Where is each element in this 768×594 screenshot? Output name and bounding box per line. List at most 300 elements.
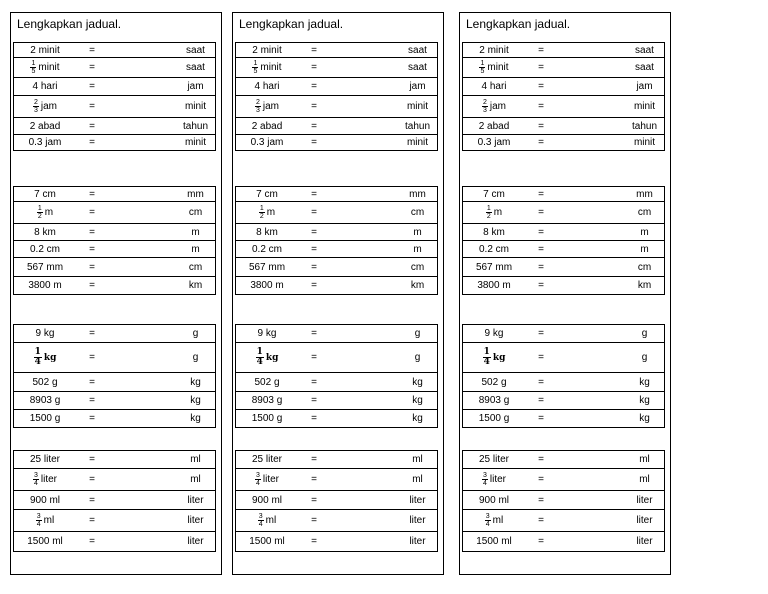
equals-symbol: =: [538, 243, 544, 255]
table-row: [236, 325, 438, 343]
given-quantity: 7 cm: [14, 187, 77, 202]
table-row: [14, 325, 216, 343]
conversion-table: [235, 186, 438, 295]
equals-symbol: =: [538, 454, 544, 465]
equals-sign: [76, 491, 108, 510]
target-unit: liter: [108, 491, 216, 510]
target-unit: cm: [330, 258, 438, 277]
equals-sign: [298, 469, 330, 491]
table-row: [236, 224, 438, 241]
table-row: [463, 258, 665, 277]
conversion-table: [13, 186, 216, 295]
conversion-table: [462, 324, 665, 428]
equals-sign: [298, 241, 330, 258]
equals-symbol: =: [538, 137, 544, 148]
fraction-numerator: 1: [486, 205, 491, 212]
table-row: [236, 43, 438, 58]
equals-symbol: =: [89, 376, 95, 388]
fraction-denominator: 4: [255, 480, 260, 487]
table-row: [236, 202, 438, 224]
equals-symbol: =: [89, 188, 95, 200]
target-unit: cm: [557, 202, 665, 224]
table-row: [463, 241, 665, 258]
table-row: [14, 96, 216, 118]
given-unit: liter: [489, 474, 507, 486]
equals-symbol: =: [538, 352, 544, 363]
given-quantity: 567 mm: [14, 258, 77, 277]
fraction: [479, 60, 485, 75]
given-quantity: 8 km: [14, 224, 77, 241]
equals-symbol: =: [311, 280, 317, 291]
equals-sign: [298, 187, 330, 202]
target-unit: minit: [330, 96, 438, 118]
table-row: [236, 491, 438, 510]
equals-sign: [76, 78, 108, 96]
table-row: [236, 469, 438, 491]
equals-symbol: =: [538, 101, 544, 112]
equals-symbol: =: [311, 120, 317, 132]
given-unit: kg: [492, 353, 506, 364]
target-unit: g: [557, 343, 665, 373]
given-quantity: 2 abad: [463, 118, 526, 135]
given-quantity: 502 g: [463, 373, 526, 392]
equals-symbol: =: [538, 474, 544, 485]
equals-sign: [525, 343, 557, 373]
fraction-numerator: 1: [34, 347, 41, 357]
equals-symbol: =: [89, 120, 95, 132]
table-row: [236, 373, 438, 392]
target-unit: liter: [108, 510, 216, 532]
equals-symbol: =: [89, 44, 95, 56]
table-row: [14, 58, 216, 78]
equals-sign: [76, 187, 108, 202]
given-quantity: 1500 ml: [236, 532, 299, 552]
table-row: [236, 532, 438, 552]
equals-sign: [525, 373, 557, 392]
given-quantity: 9 kg: [14, 325, 77, 343]
fraction: [486, 205, 492, 220]
given-unit: m: [493, 207, 503, 219]
equals-sign: [76, 241, 108, 258]
equals-symbol: =: [538, 280, 544, 291]
table-row: [463, 325, 665, 343]
equals-symbol: =: [311, 413, 317, 424]
table-row: [463, 135, 665, 151]
equals-sign: [298, 510, 330, 532]
equals-symbol: =: [311, 243, 317, 255]
table-row: [236, 451, 438, 469]
given-quantity: 25 liter: [14, 451, 77, 469]
equals-sign: [525, 241, 557, 258]
table-row: [236, 343, 438, 373]
given-unit: minit: [487, 62, 509, 74]
fraction-numerator: 2: [482, 99, 487, 106]
given-unit: liter: [262, 474, 280, 486]
table-row: [14, 491, 216, 510]
equals-symbol: =: [89, 352, 95, 363]
target-unit: kg: [108, 373, 216, 392]
table-row: [14, 451, 216, 469]
equals-symbol: =: [538, 515, 544, 526]
equals-symbol: =: [538, 188, 544, 200]
fraction-denominator: 2: [259, 213, 264, 220]
equals-sign: [525, 392, 557, 410]
equals-symbol: =: [311, 101, 317, 112]
fraction-denominator: 4: [482, 480, 487, 487]
target-unit: kg: [330, 410, 438, 428]
equals-symbol: =: [538, 226, 544, 238]
equals-sign: [525, 78, 557, 96]
table-row: [463, 532, 665, 552]
given-quantity: [463, 469, 526, 491]
fraction-denominator: 2: [486, 213, 491, 220]
equals-symbol: =: [311, 454, 317, 465]
target-unit: g: [108, 325, 216, 343]
panel-title: Lengkapkan jadual.: [466, 17, 571, 31]
given-unit: kg: [43, 353, 57, 364]
target-unit: m: [330, 241, 438, 258]
fraction-denominator: 4: [485, 521, 490, 528]
fraction-denominator: 4: [34, 357, 41, 367]
given-quantity: [463, 343, 526, 373]
given-unit: jam: [262, 101, 280, 113]
target-unit: m: [108, 241, 216, 258]
target-unit: kg: [557, 410, 665, 428]
equals-sign: [76, 532, 108, 552]
target-unit: ml: [557, 469, 665, 491]
equals-sign: [298, 135, 330, 151]
given-unit: minit: [260, 62, 282, 74]
table-row: [14, 532, 216, 552]
given-unit: ml: [265, 515, 277, 527]
equals-symbol: =: [89, 395, 95, 406]
fraction-numerator: 3: [485, 513, 490, 520]
target-unit: km: [108, 277, 216, 295]
fraction-numerator: 2: [33, 99, 38, 106]
target-unit: saat: [108, 58, 216, 78]
equals-sign: [525, 491, 557, 510]
equals-symbol: =: [311, 207, 317, 218]
given-quantity: 900 ml: [236, 491, 299, 510]
target-unit: liter: [330, 532, 438, 552]
table-row: [463, 343, 665, 373]
fraction-numerator: 1: [253, 60, 258, 67]
given-unit: kg: [265, 353, 279, 364]
given-quantity: [14, 343, 77, 373]
given-quantity: 0.3 jam: [236, 135, 299, 151]
target-unit: mm: [108, 187, 216, 202]
table-row: [463, 510, 665, 532]
fraction: [255, 472, 261, 487]
given-unit: jam: [489, 101, 507, 113]
given-quantity: [236, 343, 299, 373]
target-unit: minit: [330, 135, 438, 151]
equals-sign: [76, 510, 108, 532]
equals-symbol: =: [538, 120, 544, 132]
equals-symbol: =: [89, 494, 95, 506]
target-unit: liter: [557, 491, 665, 510]
equals-symbol: =: [89, 454, 95, 465]
equals-sign: [525, 451, 557, 469]
given-quantity: [463, 202, 526, 224]
target-unit: ml: [330, 451, 438, 469]
target-unit: g: [330, 325, 438, 343]
target-unit: ml: [557, 451, 665, 469]
given-quantity: [14, 96, 77, 118]
table-row: [14, 469, 216, 491]
equals-symbol: =: [89, 328, 95, 339]
target-unit: jam: [557, 78, 665, 96]
target-unit: minit: [108, 135, 216, 151]
equals-sign: [298, 78, 330, 96]
fraction: [255, 99, 261, 114]
conversion-table: [13, 324, 216, 428]
equals-symbol: =: [538, 376, 544, 388]
equals-symbol: =: [89, 62, 95, 73]
table-row: [463, 373, 665, 392]
fraction: [483, 348, 491, 367]
target-unit: cm: [330, 202, 438, 224]
equals-symbol: =: [311, 395, 317, 406]
equals-sign: [525, 258, 557, 277]
target-unit: tahun: [557, 118, 665, 135]
table-row: [236, 187, 438, 202]
target-unit: kg: [330, 373, 438, 392]
conversion-table: [235, 324, 438, 428]
fraction: [30, 60, 36, 75]
equals-symbol: =: [311, 44, 317, 56]
equals-sign: [76, 135, 108, 151]
given-quantity: 8903 g: [463, 392, 526, 410]
table-row: [463, 43, 665, 58]
given-quantity: 2 minit: [236, 43, 299, 58]
table-row: [14, 392, 216, 410]
conversion-table: [235, 450, 438, 552]
equals-sign: [525, 277, 557, 295]
given-quantity: 0.2 cm: [236, 241, 299, 258]
fraction-denominator: 3: [33, 107, 38, 114]
equals-sign: [298, 325, 330, 343]
target-unit: ml: [108, 451, 216, 469]
target-unit: liter: [330, 510, 438, 532]
equals-sign: [525, 325, 557, 343]
equals-symbol: =: [89, 474, 95, 485]
given-quantity: 25 liter: [236, 451, 299, 469]
worksheet-panel-1: [10, 12, 222, 575]
equals-symbol: =: [89, 515, 95, 526]
target-unit: saat: [330, 43, 438, 58]
table-row: [236, 241, 438, 258]
fraction-numerator: 3: [258, 513, 263, 520]
table-row: [463, 224, 665, 241]
equals-sign: [298, 491, 330, 510]
fraction-numerator: 2: [255, 99, 260, 106]
target-unit: ml: [330, 469, 438, 491]
fraction: [256, 348, 264, 367]
target-unit: minit: [557, 96, 665, 118]
equals-sign: [76, 343, 108, 373]
equals-symbol: =: [311, 226, 317, 238]
equals-sign: [76, 258, 108, 277]
fraction-denominator: 3: [255, 107, 260, 114]
given-quantity: [236, 58, 299, 78]
fraction: [33, 99, 39, 114]
equals-sign: [525, 410, 557, 428]
fraction-denominator: 5: [480, 68, 485, 75]
table-row: [236, 96, 438, 118]
fraction-denominator: 5: [31, 68, 36, 75]
fraction-denominator: 4: [33, 480, 38, 487]
equals-sign: [525, 58, 557, 78]
equals-sign: [525, 96, 557, 118]
conversion-table: [462, 42, 665, 151]
target-unit: m: [330, 224, 438, 241]
table-row: [236, 135, 438, 151]
fraction-denominator: 4: [483, 357, 490, 367]
equals-sign: [525, 469, 557, 491]
equals-sign: [76, 224, 108, 241]
equals-symbol: =: [311, 261, 317, 273]
target-unit: minit: [108, 96, 216, 118]
equals-sign: [298, 118, 330, 135]
fraction-numerator: 1: [480, 60, 485, 67]
given-quantity: 9 kg: [463, 325, 526, 343]
given-unit: jam: [40, 101, 58, 113]
given-quantity: 8903 g: [236, 392, 299, 410]
given-quantity: [236, 202, 299, 224]
equals-sign: [525, 224, 557, 241]
equals-sign: [298, 202, 330, 224]
given-quantity: 0.2 cm: [463, 241, 526, 258]
table-row: [463, 469, 665, 491]
equals-symbol: =: [311, 81, 317, 92]
given-quantity: 1500 ml: [14, 532, 77, 552]
fraction: [36, 513, 42, 528]
table-row: [14, 410, 216, 428]
equals-symbol: =: [89, 137, 95, 148]
equals-sign: [525, 43, 557, 58]
fraction: [259, 205, 265, 220]
table-row: [14, 202, 216, 224]
equals-sign: [298, 43, 330, 58]
fraction-numerator: 3: [36, 513, 41, 520]
table-row: [14, 224, 216, 241]
given-unit: m: [44, 207, 54, 219]
equals-sign: [298, 410, 330, 428]
worksheet-panel-3: [459, 12, 671, 575]
table-row: [463, 202, 665, 224]
table-row: [14, 277, 216, 295]
equals-symbol: =: [538, 494, 544, 506]
table-row: [463, 96, 665, 118]
target-unit: km: [330, 277, 438, 295]
table-row: [236, 392, 438, 410]
table-row: [14, 343, 216, 373]
target-unit: cm: [557, 258, 665, 277]
target-unit: jam: [108, 78, 216, 96]
given-quantity: 2 abad: [236, 118, 299, 135]
target-unit: liter: [108, 532, 216, 552]
equals-sign: [525, 510, 557, 532]
target-unit: cm: [108, 202, 216, 224]
fraction: [485, 513, 491, 528]
fraction-denominator: 4: [258, 521, 263, 528]
table-row: [14, 135, 216, 151]
equals-symbol: =: [311, 474, 317, 485]
target-unit: tahun: [330, 118, 438, 135]
given-quantity: 1500 g: [463, 410, 526, 428]
given-quantity: 2 minit: [463, 43, 526, 58]
given-quantity: 3800 m: [463, 277, 526, 295]
equals-sign: [525, 118, 557, 135]
fraction-numerator: 3: [33, 472, 38, 479]
equals-sign: [76, 118, 108, 135]
fraction-numerator: 1: [37, 205, 42, 212]
equals-sign: [298, 532, 330, 552]
target-unit: saat: [108, 43, 216, 58]
target-unit: kg: [330, 392, 438, 410]
equals-symbol: =: [311, 352, 317, 363]
given-quantity: 1500 ml: [463, 532, 526, 552]
table-row: [463, 392, 665, 410]
fraction-numerator: 1: [483, 347, 490, 357]
fraction-numerator: 3: [255, 472, 260, 479]
equals-symbol: =: [89, 261, 95, 273]
equals-sign: [525, 135, 557, 151]
equals-symbol: =: [89, 413, 95, 424]
equals-symbol: =: [89, 101, 95, 112]
fraction: [34, 348, 42, 367]
target-unit: kg: [557, 392, 665, 410]
panel-title: Lengkapkan jadual.: [17, 17, 122, 31]
table-row: [236, 118, 438, 135]
panel-title: Lengkapkan jadual.: [239, 17, 344, 31]
target-unit: kg: [108, 392, 216, 410]
given-quantity: 3800 m: [236, 277, 299, 295]
target-unit: m: [557, 224, 665, 241]
table-row: [463, 451, 665, 469]
given-quantity: 502 g: [236, 373, 299, 392]
table-row: [236, 510, 438, 532]
equals-sign: [76, 469, 108, 491]
table-row: [236, 78, 438, 96]
equals-sign: [298, 58, 330, 78]
equals-sign: [76, 451, 108, 469]
target-unit: m: [557, 241, 665, 258]
equals-sign: [298, 258, 330, 277]
given-quantity: [236, 469, 299, 491]
target-unit: saat: [557, 43, 665, 58]
target-unit: g: [557, 325, 665, 343]
given-quantity: [14, 510, 77, 532]
table-row: [236, 277, 438, 295]
given-quantity: 4 hari: [463, 78, 526, 96]
target-unit: kg: [557, 373, 665, 392]
given-quantity: 1500 g: [236, 410, 299, 428]
given-quantity: 9 kg: [236, 325, 299, 343]
fraction-denominator: 3: [482, 107, 487, 114]
equals-symbol: =: [538, 413, 544, 424]
given-quantity: 0.3 jam: [463, 135, 526, 151]
equals-sign: [76, 277, 108, 295]
equals-sign: [76, 96, 108, 118]
equals-symbol: =: [89, 226, 95, 238]
equals-symbol: =: [311, 536, 317, 547]
fraction-denominator: 4: [36, 521, 41, 528]
fraction: [33, 472, 39, 487]
target-unit: liter: [330, 491, 438, 510]
equals-symbol: =: [89, 536, 95, 547]
